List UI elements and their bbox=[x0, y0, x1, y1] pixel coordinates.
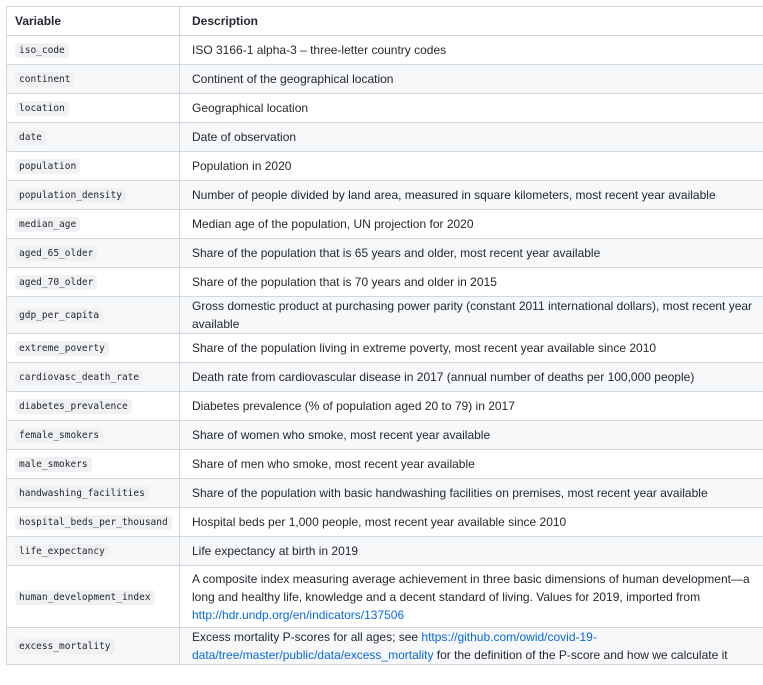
table-row bbox=[7, 334, 763, 363]
variable-code: median_age bbox=[15, 217, 80, 232]
variable-cell bbox=[7, 537, 180, 566]
table-row bbox=[7, 94, 763, 123]
description-cell: Continent of the geographical location bbox=[180, 65, 763, 94]
description-cell: Share of the population that is 65 years and older, most recent year available bbox=[180, 239, 763, 268]
description-cell: Share of the population that is 70 years and older in 2015 bbox=[180, 268, 763, 297]
variable-cell bbox=[7, 152, 180, 181]
description-cell: Geographical location bbox=[180, 94, 763, 123]
table-row bbox=[7, 508, 763, 537]
table-row bbox=[7, 268, 763, 297]
variable-cell bbox=[7, 36, 180, 65]
variable-cell bbox=[7, 181, 180, 210]
table-header-row bbox=[7, 7, 763, 36]
variable-code: excess_mortality bbox=[15, 639, 115, 654]
variable-code: hospital_beds_per_thousand bbox=[15, 515, 172, 530]
variable-cell bbox=[7, 392, 180, 421]
description-cell: Gross domestic product at purchasing power parity (constant 2011 international dollars), most recent year available bbox=[180, 297, 763, 334]
variable-cell bbox=[7, 566, 180, 628]
description-cell: Diabetes prevalence (% of population aged 20 to 79) in 2017 bbox=[180, 392, 763, 421]
variable-code: population bbox=[15, 159, 80, 174]
variable-code: extreme_poverty bbox=[15, 341, 109, 356]
header-variable: Variable bbox=[7, 7, 180, 36]
variable-cell bbox=[7, 363, 180, 392]
variable-code: aged_65_older bbox=[15, 246, 97, 261]
description-cell: Population in 2020 bbox=[180, 152, 763, 181]
variable-code: female_smokers bbox=[15, 428, 103, 443]
description-cell: Hospital beds per 1,000 people, most recent year available since 2010 bbox=[180, 508, 763, 537]
table-row bbox=[7, 181, 763, 210]
header-description: Description bbox=[180, 7, 763, 36]
variable-cell bbox=[7, 421, 180, 450]
table-row bbox=[7, 152, 763, 181]
variable-cell bbox=[7, 65, 180, 94]
variables-table bbox=[6, 6, 763, 665]
table-row bbox=[7, 537, 763, 566]
variable-code: continent bbox=[15, 72, 74, 87]
variable-cell bbox=[7, 628, 180, 665]
table-row bbox=[7, 479, 763, 508]
description-cell bbox=[180, 566, 763, 628]
description-cell: Number of people divided by land area, measured in square kilometers, most recent year available bbox=[180, 181, 763, 210]
variable-code: life_expectancy bbox=[15, 544, 109, 559]
variable-code: handwashing_facilities bbox=[15, 486, 149, 501]
description-cell: Share of the population living in extreme poverty, most recent year available since 2010 bbox=[180, 334, 763, 363]
description-cell bbox=[180, 628, 763, 665]
table-row bbox=[7, 421, 763, 450]
variable-cell bbox=[7, 334, 180, 363]
table-row bbox=[7, 36, 763, 65]
description-text: A composite index measuring average achievement in three basic dimensions of human development—a long and healthy life, knowledge and a decent standard of living. Values for 2019, imported from bbox=[192, 571, 750, 604]
variable-code: cardiovasc_death_rate bbox=[15, 370, 143, 385]
variable-cell bbox=[7, 123, 180, 152]
table-row bbox=[7, 210, 763, 239]
variable-cell bbox=[7, 479, 180, 508]
description-cell: Share of women who smoke, most recent year available bbox=[180, 421, 763, 450]
description-cell: Death rate from cardiovascular disease in 2017 (annual number of deaths per 100,000 people) bbox=[180, 363, 763, 392]
variable-code: human_development_index bbox=[15, 590, 155, 605]
excess-mortality-link[interactable]: https://github.com/owid/covid-19-data/tree/master/public/data/excess_mortality bbox=[192, 630, 597, 662]
variable-cell bbox=[7, 239, 180, 268]
table-row bbox=[7, 566, 763, 628]
hdr-indicator-link[interactable]: http://hdr.undp.org/en/indicators/137506 bbox=[192, 607, 405, 622]
description-cell: Share of men who smoke, most recent year available bbox=[180, 450, 763, 479]
variable-code: male_smokers bbox=[15, 457, 92, 472]
table-row bbox=[7, 239, 763, 268]
description-cell: Date of observation bbox=[180, 123, 763, 152]
table-row bbox=[7, 363, 763, 392]
description-text: for the definition of the P-score and how we calculate it bbox=[433, 648, 728, 662]
variable-code: gdp_per_capita bbox=[15, 308, 103, 323]
variable-code: date bbox=[15, 130, 46, 145]
variable-code: aged_70_older bbox=[15, 275, 97, 290]
description-cell: Median age of the population, UN projection for 2020 bbox=[180, 210, 763, 239]
table-row bbox=[7, 297, 763, 334]
table-row bbox=[7, 628, 763, 665]
variable-cell bbox=[7, 297, 180, 334]
variable-code: diabetes_prevalence bbox=[15, 399, 132, 414]
description-cell: Life expectancy at birth in 2019 bbox=[180, 537, 763, 566]
description-text: Excess mortality P-scores for all ages; see bbox=[192, 630, 422, 644]
table-row bbox=[7, 123, 763, 152]
variable-cell bbox=[7, 94, 180, 123]
table-row bbox=[7, 392, 763, 421]
variable-code: iso_code bbox=[15, 43, 69, 58]
description-cell: Share of the population with basic handwashing facilities on premises, most recent year available bbox=[180, 479, 763, 508]
variable-cell bbox=[7, 268, 180, 297]
variable-cell bbox=[7, 508, 180, 537]
table-row bbox=[7, 450, 763, 479]
variable-code: location bbox=[15, 101, 69, 116]
description-cell: ISO 3166-1 alpha-3 – three-letter country codes bbox=[180, 36, 763, 65]
variable-cell bbox=[7, 450, 180, 479]
table-row bbox=[7, 65, 763, 94]
variable-cell bbox=[7, 210, 180, 239]
variable-code: population_density bbox=[15, 188, 126, 203]
